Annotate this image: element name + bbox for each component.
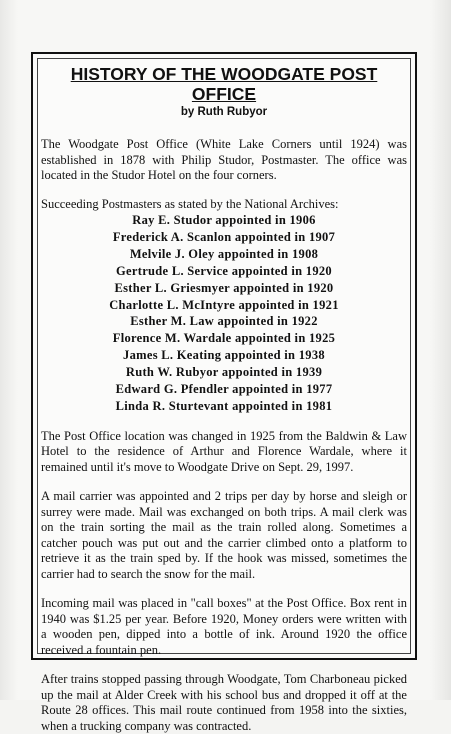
paragraph-location-change: The Post Office location was changed in 1925 from the Baldwin & Law Hotel to the residence of Arthur and Florence Wardale, where it remained until it's move to Woodgate Drive on Sept. 29, 1997.: [41, 428, 407, 474]
postmaster-item: Esther L. Griesmyer appointed in 1920: [114, 280, 334, 295]
article-content: [41, 64, 407, 734]
paragraph-mail-carrier: A mail carrier was appointed and 2 trips per day by horse and sleigh or surrey were made. Mail was exchanged on both trips. A mail clerk was on the train sorting the mail as the train rolled along. Sometimes a catcher pouch was put out and the carrier climbed onto a platform to retrieve it as the train sped by. If the hook was missed, sometimes the carrier had to search the snow for the mail.: [41, 489, 407, 581]
postmaster-item: Melvile J. Oley appointed in 1908: [129, 246, 319, 261]
postmaster-item: Edward G. Pfendler appointed in 1977: [115, 382, 333, 397]
postmaster-item: James L. Keating appointed in 1938: [123, 348, 325, 363]
paragraph-mail-route: After trains stopped passing through Woodgate, Tom Charboneau picked up the mail at Alder Creek with his school bus and dropped it off at the Route 28 offices. This mail route continued from 1958 into the sixties, when a trucking company was contracted.: [41, 672, 407, 733]
article-byline: by Ruth Rubyor: [180, 106, 268, 118]
postmaster-item: Frederick A. Scanlon appointed in 1907: [112, 229, 336, 244]
postmaster-item: Florence M. Wardale appointed in 1925: [112, 331, 336, 346]
postmaster-item: Esther M. Law appointed in 1922: [130, 314, 318, 329]
paragraph-call-boxes: Incoming mail was placed in "call boxes" at the Post Office. Box rent in 1940 was $1.25 per year. Before 1920, Money orders were written with a wooden pen, dipped into a bottle of ink. Around 1920 the office received a fountain pen.: [41, 596, 407, 657]
postmaster-item: Linda R. Sturtevant appointed in 1981: [115, 398, 333, 413]
postmaster-item: Gertrude L. Service appointed in 1920: [116, 263, 332, 278]
postmaster-item: Ray E. Studor appointed in 1906: [132, 213, 316, 227]
paragraph-establishment: The Woodgate Post Office (White Lake Corners until 1924) was established in 1878 with Philip Studor, Postmaster. The office was located in the Studor Hotel on the four corners.: [41, 137, 407, 182]
postmaster-item: Ruth W. Rubyor appointed in 1939: [125, 365, 323, 380]
article-title: HISTORY OF THE WOODGATE POST OFFICE: [70, 64, 378, 104]
postmaster-list: [41, 212, 407, 415]
postmaster-item: Charlotte L. McIntyre appointed in 1921: [109, 297, 339, 312]
postmasters-intro: Succeeding Postmasters as stated by the National Archives:: [41, 196, 339, 211]
